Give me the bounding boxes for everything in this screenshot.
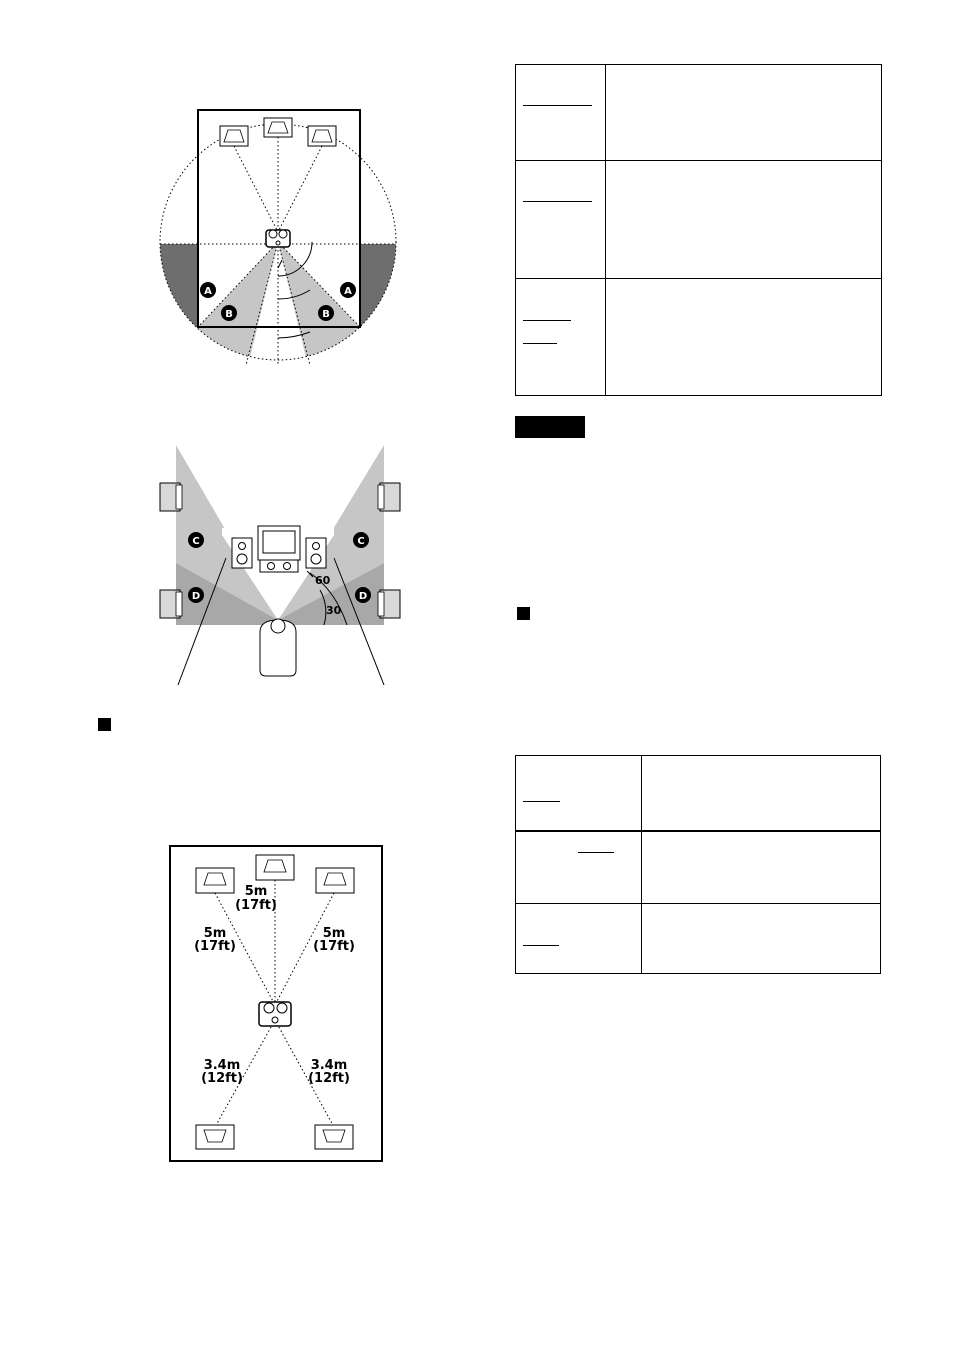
svg-text:C: C — [357, 536, 365, 547]
front-left-distance-label: 5m — [203, 926, 227, 941]
settings-table-top — [515, 64, 882, 396]
svg-text:A: A — [344, 286, 352, 297]
speaker-placement-circle-diagram — [150, 100, 410, 375]
front-center-distance-label: 5m — [244, 884, 268, 899]
table-row — [516, 278, 881, 395]
note-label — [515, 416, 585, 438]
surround-right-lower-speaker-icon — [378, 590, 400, 618]
table-row — [516, 756, 880, 830]
section-bullet-right — [517, 607, 530, 620]
tv-icon — [258, 526, 300, 560]
rear-right-speaker-icon — [315, 1125, 353, 1149]
rear-right-distance-ft-label: (12ft) — [308, 1071, 350, 1086]
front-left-speaker-icon — [232, 538, 252, 568]
svg-text:A: A — [204, 286, 212, 297]
angle-label-60: 60 — [315, 574, 331, 587]
front-center-distance-ft-label: (17ft) — [235, 898, 277, 913]
table-row — [516, 65, 881, 160]
svg-text:B: B — [225, 309, 233, 320]
rear-left-distance-ft-label: (12ft) — [201, 1071, 243, 1086]
zone-label-d-right — [355, 587, 371, 603]
zone-label-a-right — [340, 282, 356, 298]
speaker-distance-diagram — [169, 845, 384, 1163]
listener-icon — [259, 1002, 291, 1026]
front-right-speaker-icon — [306, 538, 326, 568]
svg-text:C: C — [192, 536, 200, 547]
rear-right-distance-label: 3.4m — [310, 1058, 348, 1073]
svg-text:D: D — [191, 591, 201, 602]
zone-label-c-right — [353, 532, 369, 548]
speaker-angle-diagram — [150, 440, 410, 690]
front-right-distance-label: 5m — [322, 926, 346, 941]
zone-label-b-left — [221, 305, 237, 321]
front-left-speaker-icon — [220, 126, 248, 146]
center-speaker-icon — [260, 560, 298, 572]
listener-chair-icon — [260, 619, 296, 676]
surround-left-lower-speaker-icon — [160, 590, 182, 618]
table-row — [516, 830, 880, 903]
svg-text:D: D — [358, 591, 368, 602]
front-left-distance-ft-label: (17ft) — [194, 939, 236, 954]
center-speaker-icon — [256, 855, 294, 880]
zone-label-c-left — [188, 532, 204, 548]
zone-a-right — [360, 244, 410, 327]
surround-left-upper-speaker-icon — [160, 483, 182, 511]
rear-left-speaker-icon — [196, 1125, 234, 1149]
table-row — [516, 160, 881, 278]
surround-right-upper-speaker-icon — [378, 483, 400, 511]
zone-label-d-left — [188, 587, 204, 603]
front-right-speaker-icon — [316, 868, 354, 893]
front-right-speaker-icon — [308, 126, 336, 146]
front-right-distance-ft-label: (17ft) — [313, 939, 355, 954]
rear-left-distance-label: 3.4m — [203, 1058, 241, 1073]
listener-icon — [266, 230, 290, 247]
svg-text:B: B — [322, 309, 330, 320]
center-speaker-icon — [264, 118, 292, 137]
angle-label-30: 30 — [326, 604, 342, 617]
table-row — [516, 903, 880, 975]
front-left-speaker-icon — [196, 868, 234, 893]
zone-label-b-right — [318, 305, 334, 321]
settings-table-bottom — [515, 755, 881, 974]
section-bullet-left — [98, 718, 111, 731]
zone-label-a-left — [200, 282, 216, 298]
